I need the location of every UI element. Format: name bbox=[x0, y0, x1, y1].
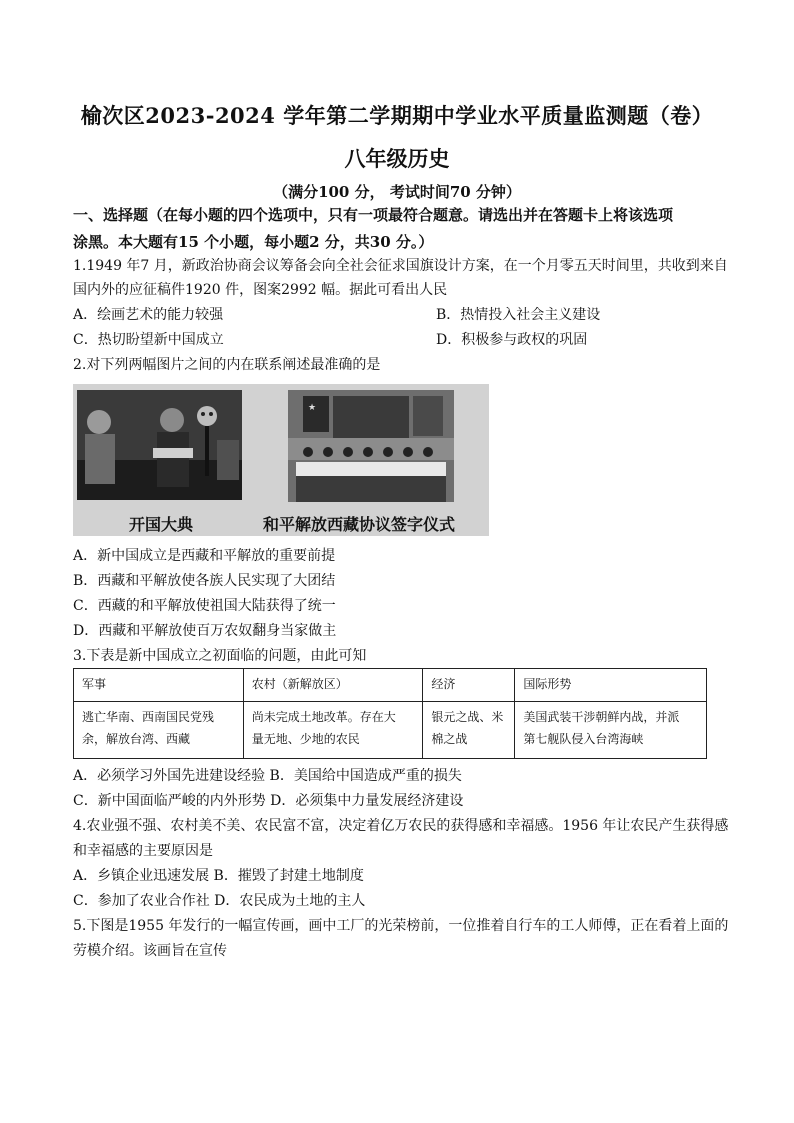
q2-figure bbox=[73, 384, 489, 536]
q3-options-ab: A．必须学习外国先进建设经验 B．美国给中国造成严重的损失 bbox=[73, 768, 462, 784]
q5-stem-line2: 劳模介绍。该画旨在宣传 bbox=[73, 943, 227, 959]
q4-options-cd: C．参加了农业合作社 D．农民成为土地的主人 bbox=[73, 893, 366, 909]
q3-options-cd: C．新中国面临严峻的内外形势 D．必须集中力量发展经济建设 bbox=[73, 793, 464, 809]
q1-option-a: A．绘画艺术的能力较强 bbox=[73, 307, 224, 323]
table-header-row bbox=[74, 669, 707, 702]
q1-stem-line2: 国内外的应征稿件1920 件，图案2992 幅。据此可看出人民 bbox=[73, 282, 448, 298]
q1-option-c: C．热切盼望新中国成立 bbox=[73, 332, 224, 348]
subject-title: 八年级历史 bbox=[344, 146, 450, 171]
founding-ceremony-illustration bbox=[77, 390, 242, 500]
q2-stem: 2.对下列两幅图片之间的内在联系阐述最准确的是 bbox=[73, 357, 381, 373]
exam-info: （满分100 分， 考试时间70 分钟） bbox=[273, 183, 521, 201]
svg-text:★: ★ bbox=[308, 403, 317, 413]
table-header-cell: 经济 bbox=[423, 669, 515, 702]
q4-options-ab: A．乡镇企业迅速发展 B．摧毁了封建土地制度 bbox=[73, 868, 364, 884]
tibet-agreement-photo bbox=[288, 390, 454, 502]
q5-stem-line1: 5.下图是1955 年发行的一幅宣传画，画中工厂的光荣榜前，一位推着自行车的工人师傅，正在看着上面的 bbox=[73, 918, 729, 934]
section-heading-line2: 涂黑。本大题有15 个小题，每小题2 分，共30 分。） bbox=[73, 233, 434, 251]
table-cell-military: 逃亡华南、西南国民党残 余，解放台湾、西藏 bbox=[74, 702, 244, 759]
q2-option-a: A．新中国成立是西藏和平解放的重要前提 bbox=[73, 548, 336, 564]
table-cell-economy: 银元之战、米 棉之战 bbox=[423, 702, 515, 759]
caption-founding-ceremony: 开国大典 bbox=[129, 515, 194, 534]
table-header-cell: 农村（新解放区） bbox=[243, 669, 423, 702]
q3-table bbox=[73, 668, 707, 759]
q4-stem-line2: 和幸福感的主要原因是 bbox=[73, 843, 213, 859]
table-cell-rural: 尚未完成土地改革。存在大 量无地、少地的农民 bbox=[243, 702, 423, 759]
q1-stem-line1: 1.1949 年7 月，新政治协商会议筹备会向全社会征求国旗设计方案，在一个月零五天时间里，共收到来自 bbox=[73, 258, 728, 274]
table-cell-international: 美国武装干涉朝鲜内战，并派 第七舰队侵入台湾海峡 bbox=[515, 702, 707, 759]
table-row bbox=[74, 702, 707, 759]
q2-option-b: B．西藏和平解放使各族人民实现了大团结 bbox=[73, 573, 336, 589]
exam-title: 榆次区2023-2024 学年第二学期期中学业水平质量监测题（卷） bbox=[80, 103, 714, 128]
q3-stem: 3.下表是新中国成立之初面临的问题，由此可知 bbox=[73, 648, 367, 664]
table-header-cell: 军事 bbox=[74, 669, 244, 702]
q2-option-c: C．西藏的和平解放使祖国大陆获得了统一 bbox=[73, 598, 336, 614]
founding-ceremony-photo bbox=[77, 390, 242, 500]
section-heading-line1: 一、选择题（在每小题的四个选项中，只有一项最符合题意。请选出并在答题卡上将该选项 bbox=[73, 206, 674, 224]
q4-stem-line1: 4.农业强不强、农村美不美、农民富不富，决定着亿万农民的获得感和幸福感。1956 年让农民产生获得感 bbox=[73, 818, 729, 834]
q2-option-d: D．西藏和平解放使百万农奴翻身当家做主 bbox=[73, 623, 337, 639]
q1-option-d: D．积极参与政权的巩固 bbox=[436, 332, 588, 348]
table-header-cell: 国际形势 bbox=[515, 669, 707, 702]
signing-ceremony-illustration bbox=[288, 390, 454, 502]
q1-option-b: B．热情投入社会主义建设 bbox=[436, 307, 601, 323]
caption-tibet-agreement: 和平解放西藏协议签字仪式 bbox=[263, 515, 456, 534]
